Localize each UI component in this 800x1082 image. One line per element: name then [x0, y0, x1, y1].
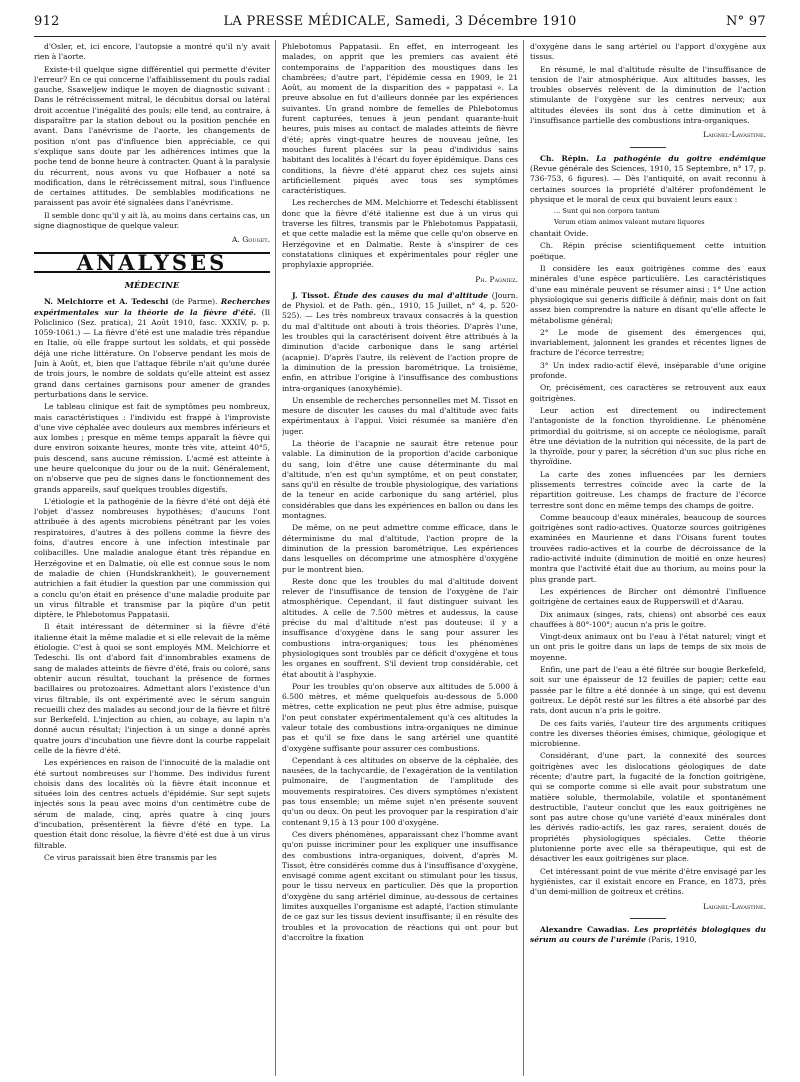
paragraph: Ces divers phénomènes, apparaissant chez l'homme avant qu'on puisse incriminer pour les expliquer une insuffisance des combustions intra-organiques, doivent, d'après M. Tissot, être considérés comme dus à l'insuffisance d'oxygène, envisagé comme agent excitant ou stimulant pour les tissus, pour le tissu nerveux en particulier. Dès que la proportion d'oxygène du sang artériel diminue, au-dessous de certaines limites auxquelles l'organisme est adapté, l'action stimulante de ce gaz sur les tissus devient insuffisante; il en résulte des troubles et la provocation de réactions qui ont pour but d'accroître la fixation: [282, 829, 518, 942]
paragraph: La théorie de l'acapnie ne saurait être retenue pour valable. La diminution de la proportion d'acide carbonique du sang, loin d'être une cause déterminante du mal d'altitude, n'en est qu'un symptôme, et on peut constater, sans qu'il en résulte de trouble physiologique, des variations de la teneur en acide carbonique du sang artériel, plus considérables que dans les expériences en ballon ou dans les montagnes.: [282, 438, 518, 521]
signature: Laignel-Lavastine.: [703, 901, 766, 911]
paragraph: Vingt-deux animaux ont bu l'eau à l'état naturel; vingt et un ont pris le goitre dans un laps de temps de six mois de moyenne.: [530, 632, 766, 662]
paragraph: Phlebotomus Pappatasii. En effet, en interrogeant les malades, on apprit que les premiers cas avaient été contemporains de l'apparition des moustiques dans les chambrées; d'autre part, l'épidémie cessa en 1909, le 21 Août, au moment de la disparition des « pappatasi ». La preuve absolue en fut d'ailleurs donnée par les expériences suivantes. Un grand nombre de femelles de Phlebotomus furent capturées, tenues à jeun pendant quarante-huit heures, puis mises au contact de malades atteints de fièvre d'été; après vingt-quatre heures de nouveau jeûne, les mouches furent placées sur la peau d'individus sains habitant des localités à l'écart du foyer épidémique. Dans ces conditions, la fièvre d'été apparut chez ces sujets ainsi artificiellement piqués avec tous ses symptômes caractéristiques.: [282, 42, 518, 196]
article-entry: [530, 925, 766, 946]
column-1: [34, 42, 270, 1074]
signature: A. Gouget.: [232, 235, 270, 245]
page-number: 912: [34, 14, 60, 29]
verse-quote: Verum etiam animos valeant mutare liquores: [554, 218, 705, 227]
article-entry: [34, 297, 270, 400]
paragraph: d'Osler, et, ici encore, l'autopsie a montré qu'il n'y avait rien à l'aorte.: [34, 42, 270, 62]
article-authors: N. Melchiorre et A. Tedeschi: [44, 297, 169, 307]
paragraph: 2° Le mode de gisement des émergences qui, invariablement, jalonnent les grandes et récentes lignes de fracture de l'écorce terrestre;: [530, 327, 766, 358]
paragraph: Or, précisément, ces caractères se retrouvent aux eaux goitrigènes.: [530, 383, 766, 403]
article-entry: [282, 291, 518, 394]
article-title: La pathogénie du goitre endémique: [588, 153, 766, 163]
paragraph: Comme beaucoup d'eaux minérales, beaucoup de sources goitrigènes sont radio-actives. Quatorze sources goitrigènes examinées en Maurienne et dans l'Oisans furent toutes trouvées radio-actives et la courbe de décroissance de la radio-activité induite (diminution de moitié en onze heures) montra que l'activité était due au thorium, au moins pour la plus grande part.: [530, 512, 766, 584]
paragraph: En résumé, le mal d'altitude résulte de l'insuffisance de tension de l'air atmosphérique. Aux altitudes basses, les troubles observés relèvent de la diminution de l'action stimulante de l'oxygène sur les centres nerveux; aux altitudes élevées ils sont dus à cette diminution et à l'insuffisance partielle des combustions intra-organiques.: [530, 64, 766, 126]
paragraph: chantait Ovide.: [530, 229, 589, 239]
verse-quote: ... Sunt qui non corpora tantum: [554, 207, 660, 216]
paragraph: Cet intéressant point de vue mérite d'être envisagé par les hygiénistes, car il existait encore en France, en 1873, près d'un demi-million de goitreux et crétins.: [530, 866, 766, 897]
paragraph: Les expériences en raison de l'innocuité de la maladie ont été surtout nombreuses sur l'homme. Des individus furent choisis dans des localités où la fièvre était inconnue et situées loin des centres actuels d'épidémie. Sur sept sujets injectés sous la peau avec moins d'un centimètre cube de sérum de malade, cinq, après quatre à cinq jours d'incubation, présentèrent la fièvre d'été en type. La question était donc résolue, la fièvre d'été est due à un virus filtrable.: [34, 758, 270, 850]
subsection-title: MÉDECINE: [124, 280, 180, 291]
paragraph: Reste donc que les troubles du mal d'altitude doivent relever de l'insuffisance de tension de l'oxygène de l'air atmosphérique. Cependant, il faut distinguer suivant les altitudes. A celle de 7.500 mètres et audessus, la cause précise du mal d'altitude n'est pas douteuse: il y a insuffisance d'oxygène dans le sang pour assurer les combustions intra-organiques; tous les phénomènes physiologiques sont troublés par ce déficit d'oxygène et tous les organes en souffrent. S'il devient trop considérable, cet état aboutit à l'asphyxie.: [282, 576, 518, 679]
paragraph: De ces faits variés, l'auteur tire des arguments critiques contre les diverses théories émises, chimique, géologique et microbienne.: [530, 718, 766, 749]
article-reference: (Journ. de Physiol. et de Path. gén., 1910, 15 Juillet, n° 4, p. 520-525). — Les très nombreux travaux consacrés à la question du mal d'altitude ont abouti à trois théories. D'après l'une, les troubles qui la caractérisent doivent être attribués à la diminution d'acide carbonique dans le sang artériel (acapnie). D'après l'autre, ils relèvent de l'action propre de la diminution de la pression barométrique. La troisième, enfin, en attribue l'origine à l'insuffisance des combustions intra-organiques (anoxyhémie).: [282, 290, 518, 393]
paragraph: Cependant à ces altitudes on observe de la céphalée, des nausées, de la tachycardie, de l'exagération de la ventilation pulmonaire, de l'augmentation de l'amplitude des mouvements respiratoires. Ces divers symptômes n'existent pas tous ensemble; un même sujet n'en présente souvent qu'un ou deux. On peut les provoquer par la respiration d'air contenant 9,15 à 13 pour 100 d'oxygène.: [282, 755, 518, 827]
article-place: (de Parme).: [168, 297, 221, 307]
paragraph: Leur action est directement ou indirectement l'antagoniste de la fonction thyroïdienne. Le phénomène primordial du goitrisme, si on accepte ce néologisme, paraît être une déviation de la nutrition qui nécessite, de la part de la thyroïde, pour y parer, la sécrétion d'un suc plus riche en thyroïdine.: [530, 405, 766, 467]
paragraph: Considérant, d'une part, la connexité des sources goitrigènes avec les dislocations géologiques de date récente; d'autre part, la fugacité de la fonction goitrigène, qui se comporte comme si elle avait pour substratum une matière soluble, thermolabile, volatile et spontanément destructible, l'auteur conclut que les eaux goitrigènes ne sont pas autre chose qu'une variété d'eaux minérales dont les dérivés radio-actifs, les gaz rares, seraient doués de propriétés physiologiques spéciales. Cette théorie plutonienne porte avec elle sa thérapeutique, qui est de désactiver les eaux goitrigènes sur place.: [530, 751, 766, 864]
article-authors: J. Tissot.: [292, 290, 330, 300]
paragraph: Les recherches de MM. Melchiorre et Tedeschi établissent donc que la fièvre d'été italienne est due à un virus qui traverse les filtres, transmis par le Phlebotomus Pappatasii, et que cette maladie est la même que celle qu'on observe en Herzégovine et en Dalmatie. Reste à s'inspirer de ces constatations cliniques et expérimentales pour régler une prophylaxie appropriée.: [282, 198, 518, 270]
journal-title: LA PRESSE MÉDICALE, Samedi, 3 Décembre 1910: [223, 14, 577, 29]
paragraph: L'étiologie et la pathogénie de la fièvre d'été ont déjà été l'objet d'assez nombreuses hypothèses; d'aucuns l'ont attribuée à des agents microbiens pénétrant par les voies respiratoires, d'autres à des pollens comme la fièvre des foins, d'autres encore à une infection intestinale par colibacilles. Une maladie analogue étant très répandue en Herzégovine et en Dalmatie, où elle est connue sous le nom de maladie de chien (Hundskrankheit), le gouvernement autrichien a fait étudier la question par une commission qui a conclu qu'on était en présence d'une maladie produite par un virus filtrable et transmise par la piqûre d'un petit diptère, le Phlebotomus Pappatasii.: [34, 496, 270, 620]
paragraph: Pour les troubles qu'on observe aux altitudes de 5.000 à 6.500 mètres, et même quelquefois au-dessous de 5.000 mètres, cette explication ne peut plus être admise, puisque l'on peut constater expérimentalement qu'à ces altitudes la valeur totale des combustions intra-organiques ne diminue pas et qu'il se fixe dans le sang artériel une quantité d'oxygène suffisante pour assurer ces combustions.: [282, 681, 518, 753]
paragraph: Dix animaux (singes, rats, chiens) ont absorbé ces eaux chauffées à 80°-100°; aucun n'a pris le goitre.: [530, 609, 766, 629]
divider: [630, 918, 666, 919]
paragraph: La carte des zones influencées par les derniers plissements terrestres coïncide avec la carte de la répartition goitreuse. Les champs de fracture de l'écorce terrestre sont donc en même temps des champs de goitre.: [530, 469, 766, 510]
issue-number: N° 97: [725, 14, 766, 29]
header-rule: [34, 36, 766, 37]
article-authors: Ch. Répin.: [540, 153, 589, 163]
article-reference: (Paris, 1910,: [645, 935, 697, 945]
article-reference: (Revue générale des Sciences, 1910, 15 Septembre, n° 17, p. 736-753, 6 figures). — Dès l'antiquité, on avait reconnu à certaines sources la propriété d'altérer profondément le physique et le moral de ceux qui buvaient leurs eaux :: [530, 163, 766, 204]
article-reference: (Il Policlinico (Sez. pratica), 21 Août 1910, fasc. XXXIV, p. p. 1059-1061.) — La fièvre d'été est une maladie très répandue en Italie, où elle frappe surtout les soldats, et qui possède déjà une riche littérature. On l'observe pendant les mois de Juin à Août, et, bien que l'attaque fébrile n'ait qu'une durée de trois jours, le nombre de soldats qu'elle atteint est assez grand dans certaines garnisons pour amener de grandes perturbations dans le service.: [34, 307, 270, 399]
article-title: Recherches expérimentales sur la théorie de la fièvre d'été.: [34, 297, 270, 317]
paragraph: Un ensemble de recherches personnelles met M. Tissot en mesure de discuter les causes du mal d'altitude avec faits expérimentaux à l'appui. Voici résumée sa manière d'en juger.: [282, 395, 518, 436]
paragraph: Ch. Répin précise scientifiquement cette intuition poétique.: [530, 241, 766, 261]
paragraph: 3° Un index radio-actif élevé, inséparable d'une origine profonde.: [530, 360, 766, 381]
article-title: Les propriétés biologiques du sérum au cours de l'urémie: [530, 924, 766, 945]
signature: Ph. Pagniez.: [475, 274, 518, 284]
section-title: ANALYSES: [34, 252, 270, 273]
paragraph: d'oxygène dans le sang artériel ou l'apport d'oxygène aux tissus.: [530, 42, 766, 62]
article-title: Étude des causes du mal d'altitude: [329, 290, 489, 300]
paragraph: Existe-t-il quelque signe différentiel qui permette d'éviter l'erreur? En ce qui concerne l'affaiblissement du pouls radial gauche, Ssaweljew indique le moyen de diagnostic suivant : Dans le rétrécissement mitral, le décubitus dorsal ou latéral droit accentue l'inégalité des pouls; elle tend, au contraire, à disparaître par la station debout ou la position penchée en avant. Dans l'anévrisme de l'aorte, les changements de position n'ont pas d'influence bien appréciable, ce qui s'explique sans doute par les adhérences intimes que la poche tend de bonne heure à contracter. Quant à la paralysie du récurrent, nous avons vu que Hofbauer a noté sa modification, dans le rétrécissement mitral, sous l'influence de certaines attitudes. De semblables modifications ne paraissent pas avoir été signalées dans l'anévrisme.: [34, 64, 270, 208]
article-entry: [530, 154, 766, 205]
paragraph: Il était intéressant de déterminer si la fièvre d'été italienne était la même maladie et si elle relevait de la même étiologie. C'est à quoi se sont employés MM. Melchiorre et Tedeschi. Ils ont d'abord fait d'innombrables examens de sang de malades atteints de fièvre d'été, frais ou coloré, sans obtenir aucun résultat, touchant la présence de formes bacillaires ou protozoaires. Admettant alors l'existence d'un virus filtrable, ils ont expérimenté avec le sérum sanguin recueilli chez des malades au second jour de la fièvre et filtré sur Berkefeld. L'injection au chien, au cobaye, au lapin n'a donné aucun résultat; l'injection à un singe a donné après quatre jours d'incubation une fièvre dont la courbe rappelait celle de la fièvre d'été.: [34, 622, 270, 755]
divider: [630, 147, 666, 148]
paragraph: De même, on ne peut admettre comme efficace, dans le déterminisme du mal d'altitude, l'action propre de la diminution de la pression barométrique. Les expériences dans lesquelles on décomprime une atmosphère d'oxygène pur le montrent bien.: [282, 523, 518, 574]
paragraph: Il semble donc qu'il y ait là, au moins dans certains cas, un signe diagnostique de quelque valeur.: [34, 210, 270, 231]
column-divider: [275, 40, 276, 1076]
paragraph: Le tableau clinique est fait de symptômes peu nombreux, mais caractéristiques : l'individu est frappé à l'improviste d'une vive céphalée avec douleurs aux membres inférieurs et aux lombes ; presque en même temps apparaît la fièvre qui dure environ soixante heures, monte très vite, atteint 40°5, puis descend, sans aucune rémission. L'acmé est atteinte à une heure quelconque du jour ou de la nuit. Généralement, on n'observe que peu de signes dans le fonctionnement des grands appareils, sauf quelques troubles digestifs.: [34, 402, 270, 494]
article-authors: Alexandre Cawadias.: [540, 924, 630, 934]
paragraph: Enfin, une part de l'eau a été filtrée sur bougie Berkefeld, soit sur une épaisseur de 12 feuilles de papier; cette eau passée par le filtre a été donnée à un singe, qui est devenu goitreux. Le dépôt resté sur les filtres a été absorbé par des rats, dont aucun n'a pris le goitre.: [530, 665, 766, 716]
paragraph: Ce virus paraissait bien être transmis par les: [44, 852, 217, 862]
signature: Laignel-Lavastine.: [703, 130, 766, 140]
column-3: [530, 42, 766, 1074]
column-divider: [523, 40, 524, 1076]
paragraph: Les expériences de Bircher ont démontré l'influence goitrigène de certaines eaux de Rupperswill et d'Aarau.: [530, 586, 766, 607]
paragraph: Il considère les eaux goitrigènes comme des eaux minérales d'une espèce particulière. Les caractéristiques d'une eau minérale peuvent se résumer ainsi : 1° Une action physiologique sui generis difficile à définir, mais dont on fait assez bien comprendre la nature en disant qu'elle affecte le métabolisme général;: [530, 264, 766, 325]
page-header: [34, 14, 766, 34]
column-2: [282, 42, 518, 1074]
